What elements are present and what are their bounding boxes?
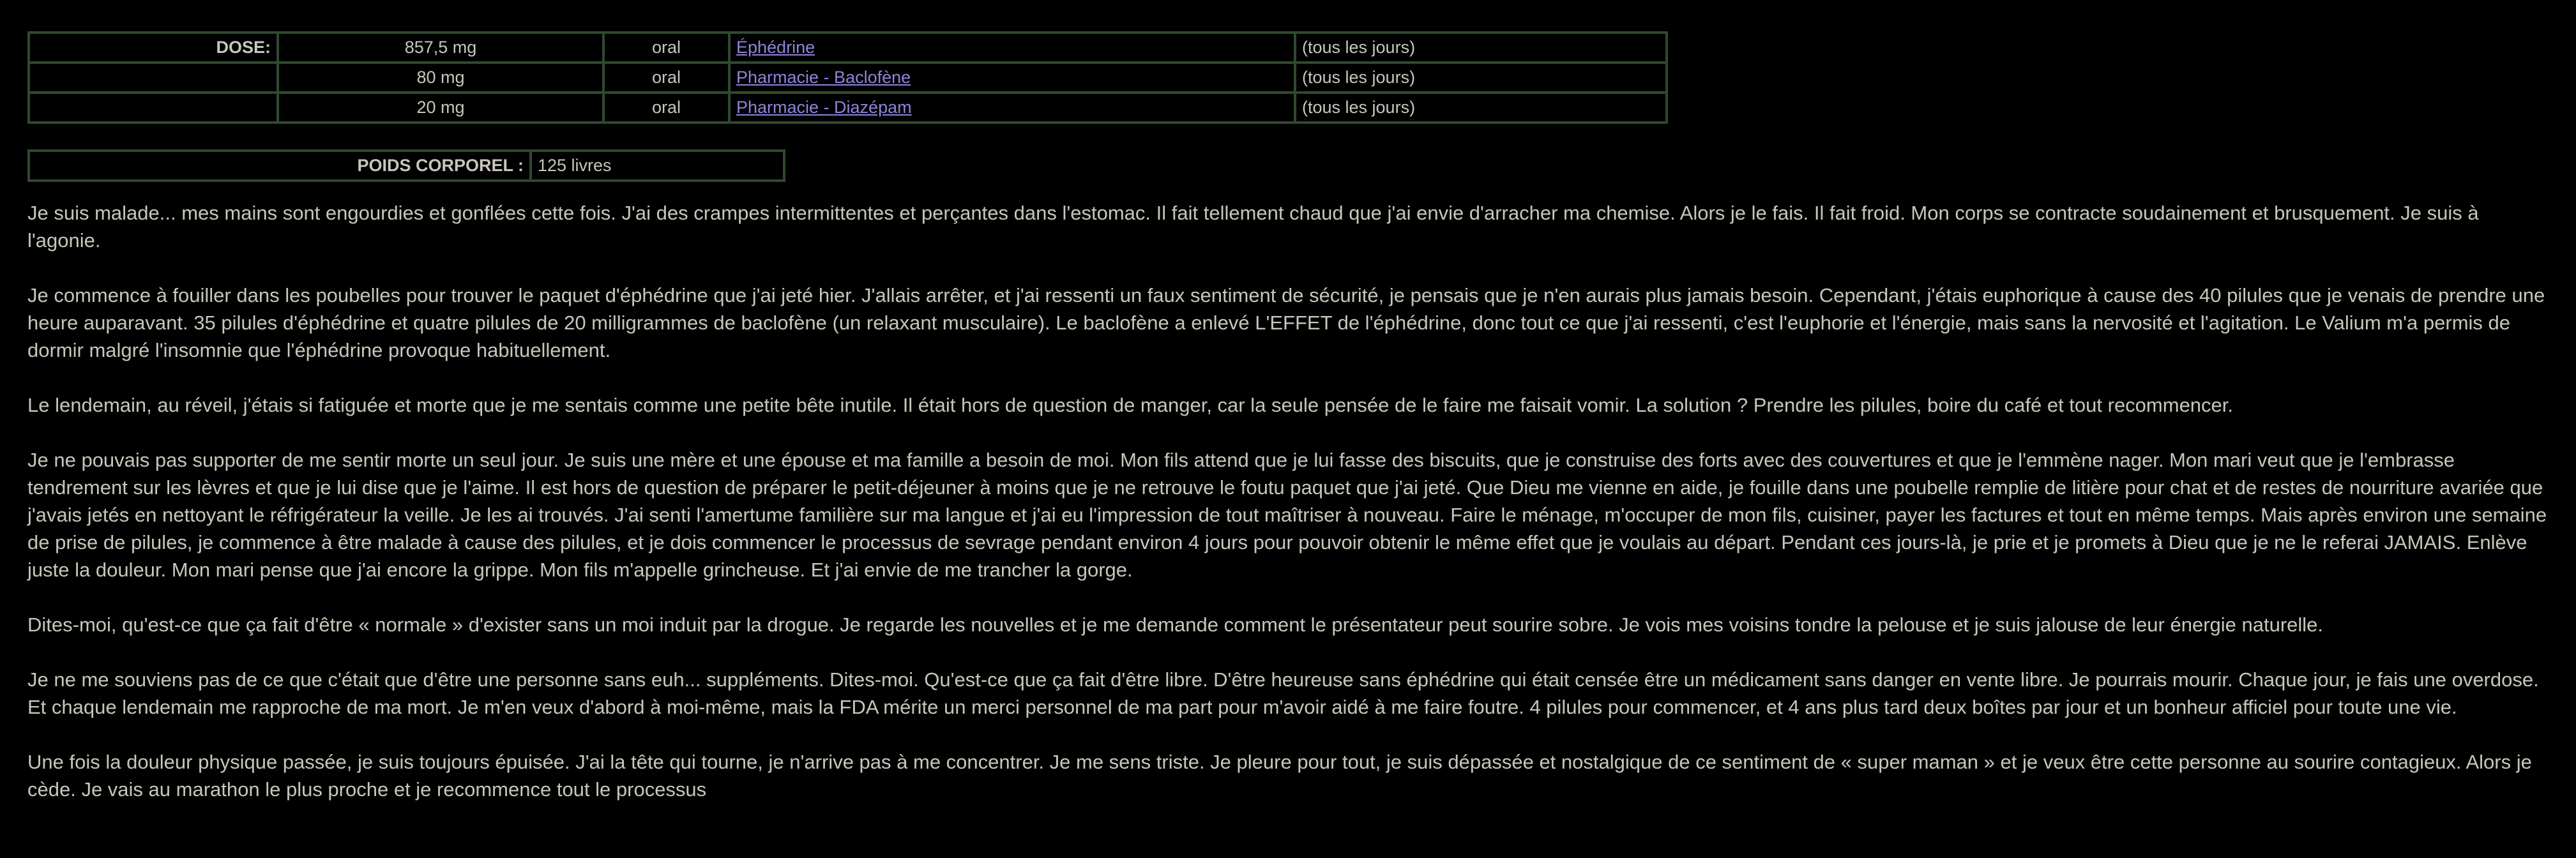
story-paragraph: Je suis malade... mes mains sont engourdies et gonflées cette fois. J'ai des crampes intermittentes et perçantes dans l'estomac. Il fait tellement chaud que j'ai envie d'arracher ma chemise. Alors je le fais. Il fait froid. Mon corps se contracte soudainement et brusquement. Je suis à l'agonie. <box>27 202 2479 252</box>
dose-row <box>30 94 1668 124</box>
dose-amount: 20 mg <box>279 94 605 124</box>
dose-route: oral <box>605 94 731 124</box>
dose-row <box>30 34 1668 64</box>
story-paragraph: Je commence à fouiller dans les poubelles pour trouver le paquet d'éphédrine que j'ai jeté hier. J'allais arrêter, et j'ai ressenti un faux sentiment de sécurité, je pensais que je n'en aurais plus jamais besoin. Cependant, j'étais euphorique à cause des 40 pilules que je venais de prendre une heure auparavant. 35 pilules d'éphédrine et quatre pilules de 20 milligrammes de baclofène (un relaxant musculaire). Le baclofène a enlevé L'EFFET de l'éphédrine, donc tout ce que j'ai ressenti, c'est l'euphorie et l'énergie, mais sans la nervosité et l'agitation. Le Valium m'a permis de dormir malgré l'insomnie que l'éphédrine provoque habituellement. <box>27 284 2545 361</box>
story-paragraph: Je ne me souviens pas de ce que c'était que d'être une personne sans euh... suppléments. Dites-moi. Qu'est-ce que ça fait d'être libre. D'être heureuse sans éphédrine qui était censée être un médicament sans danger en vente libre. Je pourrais mourir. Chaque jour, je fais une overdose. Et chaque lendemain me rapproche de ma mort. Je m'en veux d'abord à moi-même, mais la FDA mérite un merci personnel de ma part pour m'avoir aidé à me faire foutre. 4 pilules pour commencer, et 4 ans plus tard deux boîtes par jour et un bonheur afficiel pour toute une vie. <box>27 668 2539 718</box>
story-paragraph: Une fois la douleur physique passée, je suis toujours épuisée. J'ai la tête qui tourne, je n'arrive pas à me concentrer. Je me sens triste. Je pleure pour tout, je suis dépassée et nostalgique de ce sentiment de « super maman » et je veux être cette personne au sourire contagieux. Alors je cède. Je vais au marathon le plus proche et je recommence tout le processus <box>27 751 2532 801</box>
dose-amount: 857,5 mg <box>279 34 605 64</box>
dose-row <box>30 64 1668 94</box>
dose-route: oral <box>605 64 731 94</box>
story-paragraph: Dites-moi, qu'est-ce que ça fait d'être « normale » d'exister sans un moi induit par la drogue. Je regarde les nouvelles et je me demande comment le présentateur peut sourire sobre. Je vois mes voisins tondre la pelouse et je suis jalouse de leur énergie naturelle. <box>27 613 2324 636</box>
experience-report-text <box>27 199 2553 831</box>
substance-link-ephedrine[interactable]: Éphédrine <box>736 38 815 57</box>
body-weight-table <box>27 149 785 182</box>
body-weight-value: 125 livres <box>532 152 785 182</box>
dose-substance-cell <box>731 34 1296 64</box>
body-weight-label: POIDS CORPOREL : <box>30 152 532 182</box>
dose-label-empty <box>30 94 279 124</box>
substance-link-diazepam[interactable]: Pharmacie - Diazépam <box>736 98 912 117</box>
dose-route: oral <box>605 34 731 64</box>
dose-label-empty <box>30 64 279 94</box>
dose-table <box>27 31 1668 124</box>
dose-label: DOSE: <box>30 34 279 64</box>
dose-frequency: (tous les jours) <box>1296 34 1668 64</box>
dose-frequency: (tous les jours) <box>1296 94 1668 124</box>
dose-substance-cell <box>731 94 1296 124</box>
substance-link-baclofene[interactable]: Pharmacie - Baclofène <box>736 68 911 87</box>
dose-substance-cell <box>731 64 1296 94</box>
dose-amount: 80 mg <box>279 64 605 94</box>
body-weight-row <box>30 152 785 182</box>
story-paragraph: Je ne pouvais pas supporter de me sentir morte un seul jour. Je suis une mère et une épouse et ma famille a besoin de moi. Mon fils attend que je lui fasse des biscuits, que je construise des forts avec des couvertures et que je l'emmène nager. Mon mari veut que je l'embrasse tendrement sur les lèvres et que je lui dise que je l'aime. Il est hors de question de préparer le petit-déjeuner à moins que je ne retrouve le foutu paquet que j'ai jeté. Que Dieu me vienne en aide, je fouille dans une poubelle remplie de litière pour chat et de restes de nourriture avariée que j'avais jetés en nettoyant le réfrigérateur la veille. Je les ai trouvés. J'ai senti l'amertume familière sur ma langue et j'ai eu l'impression de tout maîtriser à nouveau. Faire le ménage, m'occuper de mon fils, cuisiner, payer les factures et tout en même temps. Mais après environ une semaine de prise de pilules, je commence à être malade à cause des pilules, et je dois commencer le processus de sevrage pendant environ 4 jours pour pouvoir obtenir le même effet que je voulais au départ. Pendant ces jours-là, je prie et je promets à Dieu que je ne le referai JAMAIS. Enlève juste la douleur. Mon mari pense que j'ai encore la grippe. Mon fils m'appelle grincheuse. Et j'ai envie de me trancher la gorge. <box>27 449 2547 581</box>
story-paragraph: Le lendemain, au réveil, j'étais si fatiguée et morte que je me sentais comme une petite bête inutile. Il était hors de question de manger, car la seule pensée de le faire me faisait vomir. La solution ? Prendre les pilules, boire du café et tout recommencer. <box>27 394 2234 416</box>
dose-frequency: (tous les jours) <box>1296 64 1668 94</box>
